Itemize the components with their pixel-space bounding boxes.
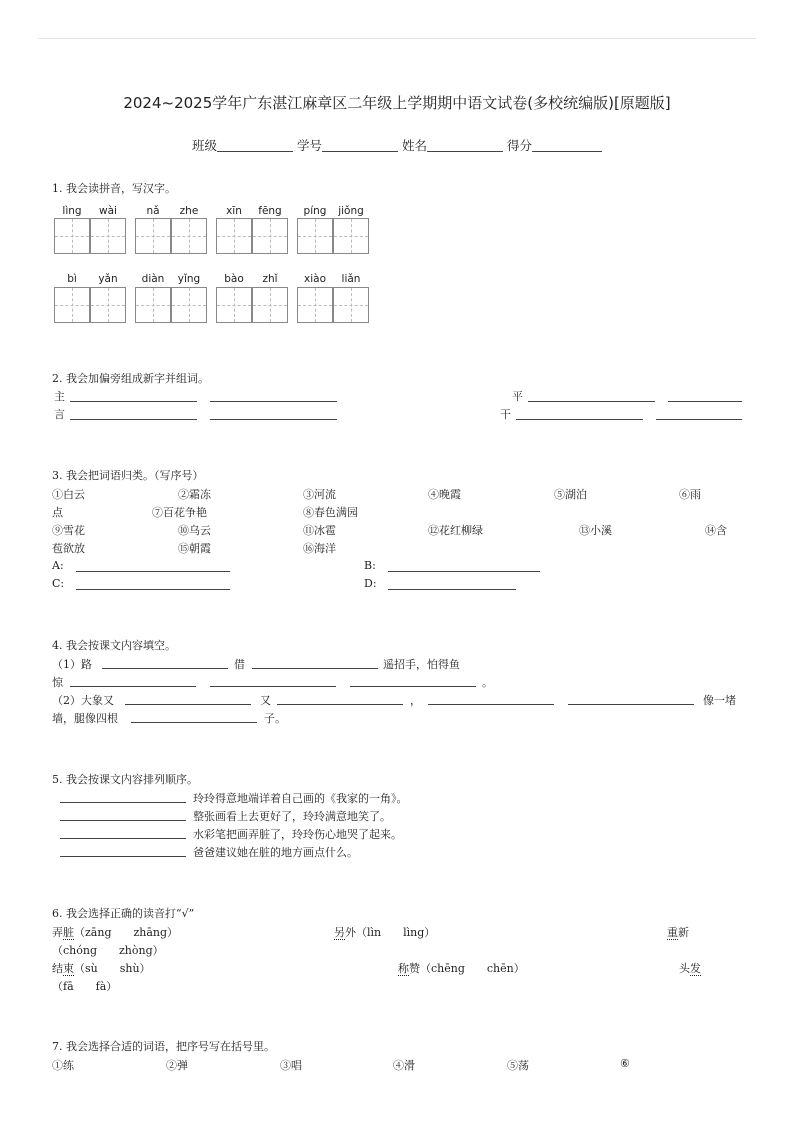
char: 新: [678, 926, 689, 939]
pronunciation-item[interactable]: [398, 960, 525, 976]
char: 弄: [52, 926, 63, 939]
answer-blank[interactable]: [131, 722, 257, 723]
word-item: ⑯海洋: [303, 542, 336, 555]
writing-cell[interactable]: [333, 218, 369, 254]
q1-title: 1. 我会读拼音，写汉字。: [52, 182, 176, 195]
category-label: D:: [364, 577, 377, 590]
pinyin: xiào: [304, 273, 326, 285]
order-blank[interactable]: [60, 856, 186, 857]
name-field[interactable]: [427, 138, 503, 152]
q2-char: 言: [54, 408, 65, 421]
student-info: [0, 136, 794, 154]
writing-cell[interactable]: [297, 218, 333, 254]
word-item: ⑬小溪: [579, 524, 612, 537]
pinyin-choices: （chēng chēn）: [420, 962, 525, 975]
pinyin-choices: （lìn lìng）: [356, 926, 436, 939]
writing-cell[interactable]: [54, 218, 90, 254]
writing-cell[interactable]: [333, 287, 369, 323]
pinyin: wài: [99, 205, 117, 217]
answer-blank[interactable]: [70, 401, 197, 402]
word-item: ④滑: [393, 1059, 415, 1072]
writing-cell[interactable]: [216, 287, 252, 323]
word-item: ①练: [52, 1059, 74, 1072]
dotted-char: 发: [690, 962, 701, 975]
writing-cell[interactable]: [171, 218, 207, 254]
q2-char: 主: [54, 390, 65, 403]
pinyin: zhǐ: [262, 273, 278, 285]
writing-cell[interactable]: [216, 218, 252, 254]
word-item: ⑥: [620, 1057, 630, 1070]
char: 头: [679, 962, 690, 975]
pinyin: liǎn: [341, 273, 361, 285]
q2-title: 2. 我会加偏旁组成新字并组词。: [52, 372, 209, 385]
pronunciation-item[interactable]: [52, 924, 178, 940]
q5-title: 5. 我会按课文内容排列顺序。: [52, 773, 198, 786]
answer-blank[interactable]: [70, 686, 196, 687]
answer-blank[interactable]: [428, 704, 554, 705]
writing-cell[interactable]: [297, 287, 333, 323]
fill-text: （1）路: [52, 658, 92, 671]
word-item: 点: [52, 506, 63, 519]
class-label: 班级: [191, 138, 217, 153]
fill-text: 墙，腿像四根: [52, 712, 118, 725]
name-label: 姓名: [401, 138, 427, 153]
answer-blank[interactable]: [656, 419, 742, 420]
score-label: 得分: [506, 138, 532, 153]
order-blank[interactable]: [60, 802, 186, 803]
page-title: 2024~2025学年广东湛江麻章区二年级上学期期中语文试卷(多校统编版)[原题版]: [123, 94, 671, 112]
pinyin: píng: [303, 205, 327, 217]
sentence: 玲玲得意地端详着自己画的《我家的一角》。: [193, 792, 408, 805]
q2-char: 干: [500, 408, 511, 421]
answer-blank[interactable]: [76, 571, 230, 572]
category-label: B:: [364, 559, 376, 572]
answer-blank[interactable]: [70, 419, 197, 420]
word-item: ④晚霞: [428, 488, 461, 501]
fill-text: 子。: [264, 712, 286, 725]
word-item: ⑧春色满园: [303, 506, 358, 519]
answer-blank[interactable]: [252, 668, 378, 669]
q7-title: 7. 我会选择合适的词语，把序号写在括号里。: [52, 1040, 275, 1053]
dotted-char: 束: [63, 962, 74, 975]
writing-cell[interactable]: [135, 218, 171, 254]
pinyin-choices: （sù shù）: [74, 962, 151, 975]
q6-title: 6. 我会选择正确的读音打“√”: [52, 907, 195, 920]
dotted-char: 脏: [63, 926, 74, 939]
writing-cell[interactable]: [135, 287, 171, 323]
pronunciation-item[interactable]: [334, 924, 435, 940]
fill-text: 像一堵: [703, 694, 736, 707]
char: 结: [52, 962, 63, 975]
pronunciation-item[interactable]: [667, 924, 689, 940]
word-item: ⑤湖泊: [554, 488, 587, 501]
word-item: ⑤荡: [507, 1059, 529, 1072]
fill-text: 。: [482, 676, 493, 689]
sentence: 爸爸建议她在脏的地方画点什么。: [193, 846, 358, 859]
answer-blank[interactable]: [388, 589, 516, 590]
dotted-char: 另: [334, 926, 345, 939]
pronunciation-item[interactable]: [52, 960, 151, 976]
category-label: C:: [52, 577, 65, 590]
pinyin-choices: （zāng zhāng）: [74, 926, 179, 939]
answer-blank[interactable]: [210, 419, 337, 420]
pinyin: jiǒng: [338, 205, 364, 217]
pinyin: fēng: [258, 205, 282, 217]
answer-blank[interactable]: [668, 401, 742, 402]
writing-cell[interactable]: [54, 287, 90, 323]
answer-blank[interactable]: [210, 686, 336, 687]
writing-cell[interactable]: [90, 218, 126, 254]
pinyin-choices[interactable]: （chóng zhòng）: [52, 944, 164, 957]
word-item: ⑩乌云: [178, 524, 211, 537]
answer-blank[interactable]: [125, 704, 251, 705]
answer-blank[interactable]: [516, 419, 643, 420]
score-field[interactable]: [532, 138, 602, 152]
pinyin: xīn: [226, 205, 242, 217]
word-item: 苞欲放: [52, 542, 85, 555]
q3-title: 3. 我会把词语归类。（写序号）: [52, 469, 204, 482]
fill-text: ，: [410, 694, 421, 707]
top-rule: [38, 38, 756, 39]
answer-blank[interactable]: [528, 401, 655, 402]
word-item: ⑮朝霞: [178, 542, 211, 555]
word-item: ⑦百花争艳: [152, 506, 207, 519]
char: 外: [345, 926, 356, 939]
sentence: 整张画看上去更好了，玲玲满意地笑了。: [193, 810, 391, 823]
fill-text: （2）大象又: [52, 694, 114, 707]
pinyin: bào: [224, 273, 244, 285]
class-field[interactable]: [217, 138, 293, 152]
word-item: ②弹: [166, 1059, 188, 1072]
answer-blank[interactable]: [568, 704, 694, 705]
fill-text: 遥招手，怕得鱼: [383, 658, 460, 671]
pinyin: diàn: [141, 273, 165, 285]
writing-cell[interactable]: [171, 287, 207, 323]
q4-title: 4. 我会按课文内容填空。: [52, 639, 176, 652]
pinyin: zhe: [179, 205, 199, 217]
word-item: ②霜冻: [178, 488, 211, 501]
order-blank[interactable]: [60, 838, 186, 839]
sentence: 水彩笔把画弄脏了，玲玲伤心地哭了起来。: [193, 828, 402, 841]
writing-cell[interactable]: [252, 287, 288, 323]
category-label: A:: [52, 559, 64, 572]
dotted-char: 称: [398, 962, 409, 975]
fill-text: 又: [260, 694, 271, 707]
char: 赞: [409, 962, 420, 975]
order-blank[interactable]: [60, 820, 186, 821]
pronunciation-item[interactable]: [679, 960, 701, 976]
pinyin: nǎ: [146, 205, 160, 217]
fill-text: 借: [234, 658, 245, 671]
answer-blank[interactable]: [102, 668, 228, 669]
pinyin-choices[interactable]: （fā fà）: [52, 980, 118, 993]
number-field[interactable]: [322, 138, 398, 152]
answer-blank[interactable]: [277, 704, 403, 705]
word-item: ⑨雪花: [52, 524, 85, 537]
word-item: ③河流: [303, 488, 336, 501]
answer-blank[interactable]: [350, 686, 476, 687]
pinyin: yǐng: [177, 273, 201, 285]
word-item: ⑪冰雹: [303, 524, 336, 537]
word-item: ③唱: [280, 1059, 302, 1072]
pinyin: yǎn: [98, 273, 118, 285]
writing-cell[interactable]: [90, 287, 126, 323]
pinyin: lìng: [62, 205, 82, 217]
dotted-char: 重: [667, 926, 678, 939]
answer-blank[interactable]: [210, 401, 337, 402]
pinyin: bì: [67, 273, 77, 285]
word-item: ⑥雨: [679, 488, 701, 501]
answer-blank[interactable]: [388, 571, 540, 572]
fill-text: 惊: [52, 676, 63, 689]
q2-char: 平: [512, 390, 523, 403]
writing-cell[interactable]: [252, 218, 288, 254]
word-item: ①白云: [52, 488, 85, 501]
number-label: 学号: [296, 138, 322, 153]
word-item: ⑫花红柳绿: [428, 524, 483, 537]
word-item: ⑭含: [705, 524, 727, 537]
answer-blank[interactable]: [76, 589, 230, 590]
